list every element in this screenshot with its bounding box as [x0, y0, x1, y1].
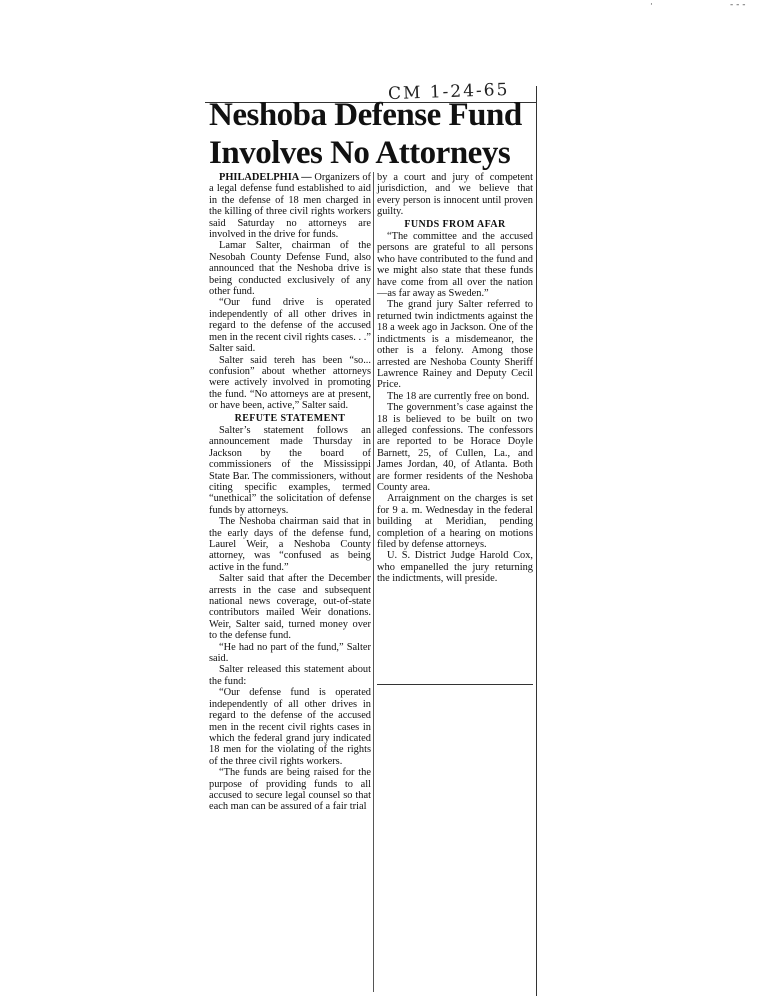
headline-line-2: Involves No Attorneys — [209, 135, 511, 171]
paragraph-text: “The funds are being raised for the purpose of providing funds to all accused to secure legal counsel so that each man can be assured of a fair trial — [209, 767, 371, 813]
paragraph — [377, 299, 533, 390]
paragraph-text: Lamar Salter, chairman of the Nesobah County Defense Fund, also announced that the Neshoba drive is being conducted exclusively of any other fund. — [209, 240, 371, 298]
paragraph-text: Arraignment on the charges is set for 9 a. m. Wednesday in the federal building at Meridian, pending completion of a hearing on motions filed by defense attorneys. — [377, 493, 533, 550]
right-rule — [536, 86, 537, 996]
column-divider — [373, 172, 374, 992]
paragraph — [209, 664, 371, 687]
paragraph — [209, 172, 371, 240]
paragraph-text: “Our fund drive is operated independently of all other drives in regard to the defense of the accused men in the recent civil rights cases. . .” Salter said. — [209, 297, 371, 355]
paragraph-text: The government’s case against the 18 is believed to be built on two alleged confessions. The confessors are reported to be Horace Doyle Barnett, 25, of Cullen, La., and James Jordan, 40, of Atlanta. Both are former residents of the Neshoba County area. — [377, 402, 533, 493]
subheading: FUNDS FROM AFAR — [404, 218, 506, 230]
article-end-rule — [377, 684, 533, 685]
headline-line-1: Neshoba Defense Fund — [209, 97, 522, 133]
scan-mark-right: - - - — [730, 0, 746, 10]
paragraph-text: The Neshoba chairman said that in the early days of the defense fund, Laurel Weir, a Neshoba County attorney, was “confused as being active in the fund.” — [209, 516, 371, 573]
paragraph — [377, 550, 533, 584]
paragraph-text: Salter released this statement about the fund: — [209, 664, 371, 687]
subheading: REFUTE STATEMENT — [234, 412, 346, 424]
paragraph-text: “Our defense fund is operated independently of all other drives in regard to the defense of the accused men in the recent civil rights cases in which the federal grand jury indicated 18 men for the violating of the rights of the three civil rights workers. — [209, 687, 371, 767]
paragraph — [209, 687, 371, 767]
headline — [209, 96, 535, 172]
paragraph — [209, 240, 371, 297]
paragraph — [209, 573, 371, 641]
paragraph-text: “He had no part of the fund,” Salter said. — [209, 641, 371, 665]
paragraph — [377, 231, 533, 299]
paragraph — [377, 493, 533, 550]
paragraph-text: by a court and jury of competent jurisdiction, and we believe that every person is innocent until proven guilty. — [377, 172, 533, 218]
dateline: PHILADELPHIA — — [219, 172, 315, 183]
article-column-2 — [377, 172, 533, 585]
paragraph-text: The 18 are currently free on bond. — [387, 390, 530, 402]
paragraph-text: Salter’s statement follows an announcement made Thursday in Jackson by the board of commissioners of the Mississippi State Bar. The commissioners, without citing specific examples, termed “unethical” the solicitation of defense funds by attorneys. — [209, 424, 371, 516]
paragraph-text: U. S. District Judge Harold Cox, who empanelled the jury returning the indictments, will preside. — [377, 550, 533, 585]
paragraph — [377, 172, 533, 218]
article-column-1 — [209, 172, 371, 813]
handwritten-date-note: CM 1-24-65 — [387, 79, 510, 105]
paragraph — [209, 297, 371, 354]
paragraph-text: The grand jury Salter referred to returned twin indictments against the 18 a week ago in Jackson. One of the indictments is a misdemeanor, the other is a felony. Among those arrested are Neshoba County Sheriff Lawrence Rainey and Deputy Cecil Price. — [377, 299, 533, 391]
paragraph-text: Salter said tereh has been “so... confusion” about whether attorneys were actively involved in promoting the fund. “No attorneys are at present, or have been, active,” Salter said. — [209, 354, 371, 412]
paragraph — [377, 402, 533, 493]
scan-mark-left: · — [650, 0, 653, 10]
paragraph — [377, 391, 533, 402]
paragraph-text: Salter said that after the December arrests in the case and subsequent national news coverage, out-of-state contributors mailed Weir donations. Weir, Salter said, turned money over to the defense fund. — [209, 573, 371, 642]
paragraph — [209, 642, 371, 665]
paragraph — [209, 425, 371, 516]
paragraph — [209, 767, 371, 813]
newspaper-clipping — [205, 79, 537, 996]
paragraph — [209, 355, 371, 412]
paragraph-text: Organizers of a legal defense fund established to aid in the defense of 18 men charged in the killing of three civil rights workers said Saturday no attorneys are involved in the drive for funds. — [209, 172, 372, 241]
paragraph — [209, 516, 371, 573]
paragraph-text: “The committee and the accused persons are grateful to all persons who have contributed to the fund and we might also state that these funds have come from all over the nation —as far away as Sweden.” — [377, 231, 533, 300]
